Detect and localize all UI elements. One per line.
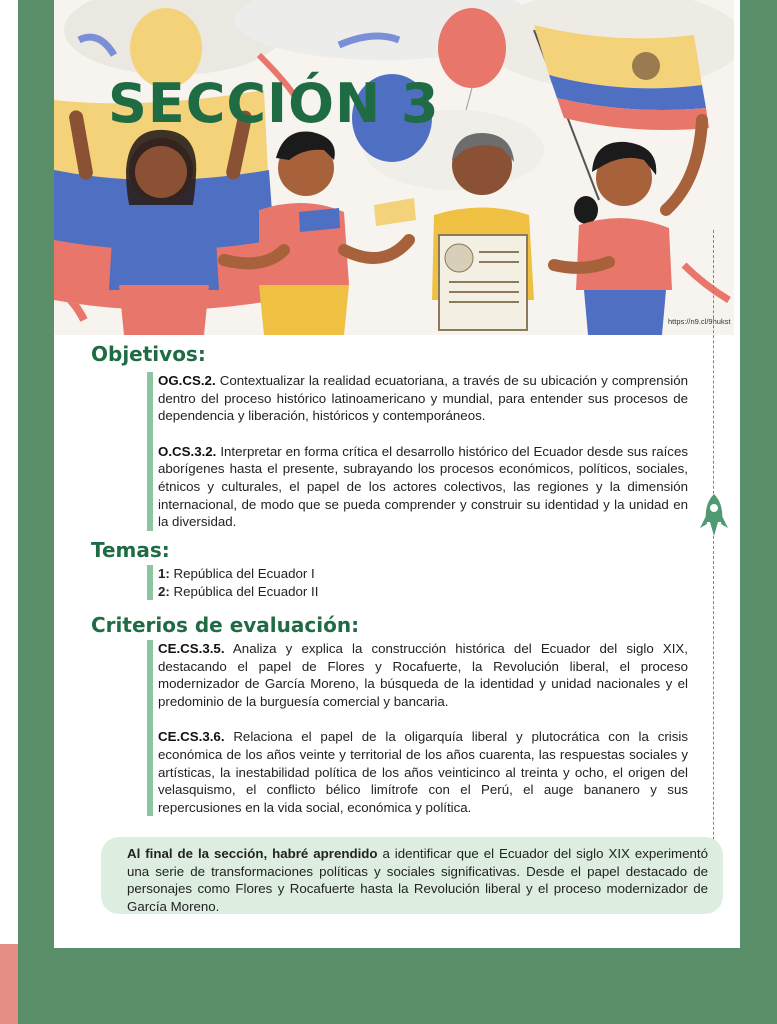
summary-box xyxy=(101,837,723,914)
image-credit: https://n9.cl/9hukst xyxy=(668,317,731,326)
objetivo-text: Contextualizar la realidad ecuatoriana, a través de su ubicación y comprensión dentro del proceso histórico latinoamericano y mundial, para entender sus procesos de dependencia y liberación, históricos y contemporáneos. xyxy=(158,373,688,424)
objetivo-code: O.CS.3.2. xyxy=(158,443,217,459)
criterios-list xyxy=(147,640,688,816)
temas-heading: Temas: xyxy=(91,538,170,562)
page-title: SECCIÓN 3 xyxy=(108,72,440,135)
decorative-dotted-line xyxy=(713,230,714,910)
tema-number: 2: xyxy=(158,583,170,599)
tema-text: República del Ecuador II xyxy=(169,583,319,599)
objetivo-item xyxy=(158,372,688,425)
tema-number: 1: xyxy=(158,566,170,581)
criterio-code: CE.CS.3.6. xyxy=(158,729,225,745)
tema-text: República del Ecuador I xyxy=(169,566,315,581)
rocket-icon xyxy=(700,492,728,540)
objetivo-text: Interpretar en forma crítica el desarrollo histórico del Ecuador desde sus raíces aborígenes hasta el presente, subrayando los procesos económicos, políticos, sociales, étnicos y culturales, el papel de los actores colectivos, las regiones y la dimensión internacional, de modo que se pueda comprender y construir su identidad y la unidad en la diversidad. xyxy=(158,443,688,530)
criterios-heading: Criterios de evaluación: xyxy=(91,613,360,637)
objetivo-code: OG.CS.2. xyxy=(158,373,216,388)
frame-left xyxy=(18,0,54,1024)
summary-lead: Al final de la sección, habré aprendido xyxy=(127,846,378,861)
criterio-item xyxy=(158,640,688,710)
frame-bottom xyxy=(18,948,777,1024)
criterio-code: CE.CS.3.5. xyxy=(158,641,225,656)
criterio-text: Relaciona el papel de la oligarquía liberal y plutocrática con la crisis económica de los años veinte y territorial de los años cuarenta, las respuestas sociales y artísticas, la inestabilidad política de los años veinticinco al treinta y ocho, el origen del velasquismo, el conflicto bélico limítrofe con el Perú, el auge bananero y sus repercusiones en la vida social, económica y política. xyxy=(158,729,688,815)
objetivos-list xyxy=(147,372,688,531)
festive-people-illustration xyxy=(54,0,734,335)
objetivos-heading: Objetivos: xyxy=(91,342,206,366)
objetivo-item xyxy=(158,443,688,531)
temas-list xyxy=(147,565,318,600)
tema-item xyxy=(158,583,318,601)
tema-item xyxy=(158,565,318,583)
criterio-text: Analiza y explica la construcción histórica del Ecuador del siglo XIX, destacando el papel de Flores y Rocafuerte, la Revolución liberal, el proceso modernizador de García Moreno, la búsqueda de la identidad y unidad nacionales y el predominio de la burguesía comercial y bancaria. xyxy=(158,641,688,709)
side-tab xyxy=(0,944,18,1024)
criterio-item xyxy=(158,728,688,816)
summary-text: a identificar que el Ecuador del siglo XIX experimentó una serie de transformaciones políticas y sociales significativas. Desde el papel destacado de personajes como Flores y Rocafuerte hasta la Revolución liberal y el proceso modernizador de García Moreno. xyxy=(127,846,708,914)
hero-illustration xyxy=(54,0,734,335)
